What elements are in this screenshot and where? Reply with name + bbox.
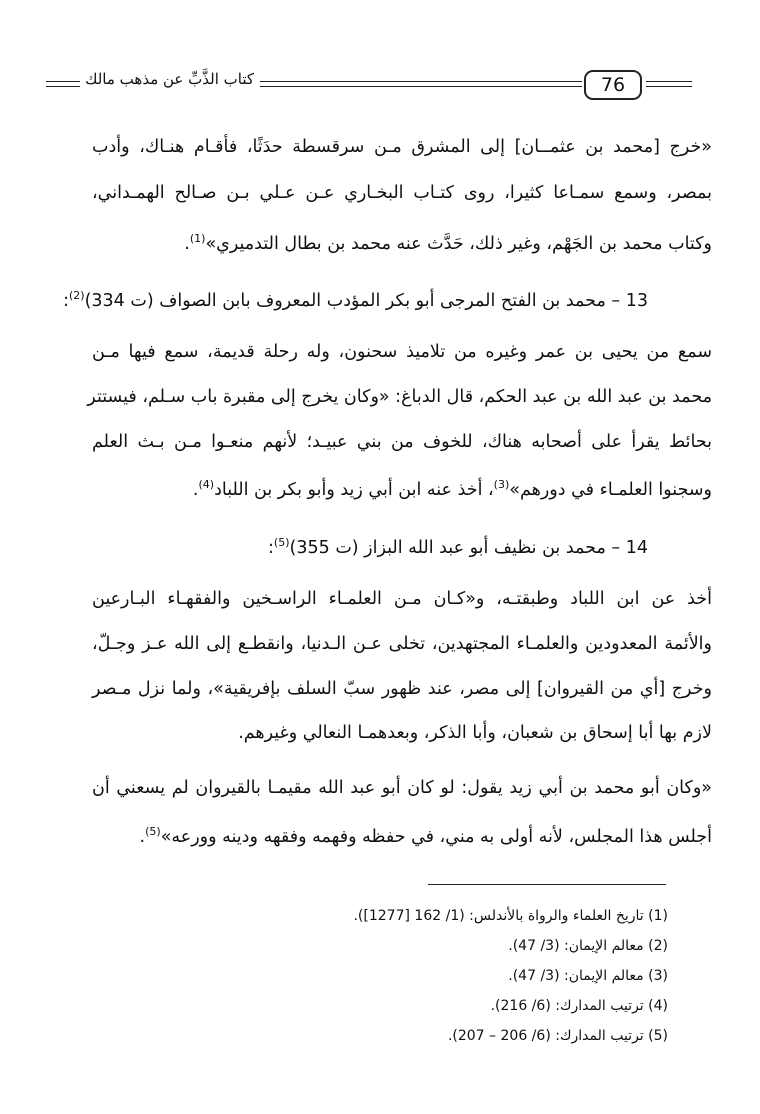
line-text: وسجنوا العلمـاء في دورهم» — [509, 480, 712, 500]
footnote: (5) ترتيب المدارك: (6/ 206 – 207). — [447, 1028, 668, 1044]
line-text: أجلس هذا المجلس، لأنه أولى به مني، في حفظه وفهمه وفقهه ودينه وورعه» — [160, 827, 712, 847]
paragraph-line: «وكان أبو محمد بن أبي زيد يقول: لو كان أبو عبد الله مقيمـا بالقيروان لم يسعني أن — [92, 778, 712, 798]
footnote: (4) ترتيب المدارك: (6/ 216). — [490, 998, 668, 1014]
paragraph-line: بحائط يقرأ على أصحابه هناك، للخوف من بني عبيـد؛ لأنهم منعـوا مـن بـث العلم — [92, 432, 712, 452]
paragraph-line — [92, 470, 712, 500]
heading-text: 14 – محمد بن نظيف أبو عبد الله البزاز (ت 355) — [289, 538, 648, 558]
paragraph-line: «خرج [محمد بن عثمــان] إلى المشرق مـن سرقسطة حدَثًا، فأقـام هنـاك، وأدب — [92, 137, 712, 157]
running-header-title: كتاب الذَّبِّ عن مذهب مالك — [85, 70, 254, 88]
paragraph-line: والأئمة المعدودين والعلمـاء المجتهدين، تخلى عـن الـدنيا، وانقطـع إلى الله عـز وجـلّ، — [92, 634, 712, 654]
footnote: (3) معالم الإيمان: (3/ 47). — [508, 968, 668, 984]
page-number: 76 — [584, 70, 642, 100]
line-text: ، أخذ عنه ابن أبي زيد وأبو بكر بن اللباد — [214, 480, 494, 500]
paragraph-line: محمد بن عبد الله بن عبد الحكم، قال الدباغ: «وكان يخرج إلى مقبرة باب سـلم، فيستتر — [87, 387, 712, 407]
footnote-ref: (2) — [68, 289, 85, 302]
header-rule-right — [646, 81, 692, 87]
period: . — [192, 480, 199, 500]
colon: : — [268, 538, 274, 558]
paragraph-line: سمع من يحيى بن عمر وغيره من تلاميذ سحنون، وله رحلة قديمة، سمع فيها مـن — [92, 342, 712, 362]
paragraph-line: بمصر، وسمع سمـاعا كثيرا، روى كتـاب البخـاري عـن عـلي بـن صـالح الهمـداني، — [92, 183, 712, 203]
footnote: (1) تاريخ العلماء والرواة بالأندلس: (1/ 162 [1277]). — [353, 908, 668, 924]
biography-heading — [63, 281, 648, 311]
footnote-ref: (3) — [493, 478, 510, 491]
biography-heading — [92, 528, 648, 558]
period: . — [139, 827, 146, 847]
paragraph-line: وخرج [أي من القيروان] إلى مصر، عند ظهور سبّ السلف بإفريقية»، ولما نزل مـصر — [92, 679, 712, 699]
footnote-ref: (1) — [189, 232, 206, 245]
period: . — [184, 234, 190, 254]
footnote: (2) معالم الإيمان: (3/ 47). — [508, 938, 668, 954]
paragraph-line: أخذ عن ابن اللباد وطبقتـه، و«كـان مـن العلمـاء الراسـخين والفقهـاء البـارعين — [92, 589, 712, 609]
footnote-ref: (5) — [145, 825, 161, 838]
footnote-ref: (5) — [273, 536, 290, 549]
paragraph-line — [92, 224, 712, 254]
heading-text: 13 – محمد بن الفتح المرجى أبو بكر المؤدب المعروف بابن الصواف (ت 334) — [84, 291, 648, 311]
paragraph-line: لازم بها أبا إسحاق بن شعبان، وأبا الذكر، وبعدهمـا النعالي وغيرهم. — [238, 723, 712, 743]
paragraph-line — [92, 817, 712, 847]
colon: : — [63, 291, 69, 311]
footnote-separator — [428, 884, 666, 885]
header-rule-middle — [260, 81, 582, 87]
header-rule-left — [46, 81, 80, 87]
line-text: وكتاب محمد بن الجَهْم، وغير ذلك، حَدَّث عنه محمد بن بطال التدميري» — [205, 234, 712, 254]
footnote-ref: (4) — [198, 478, 215, 491]
